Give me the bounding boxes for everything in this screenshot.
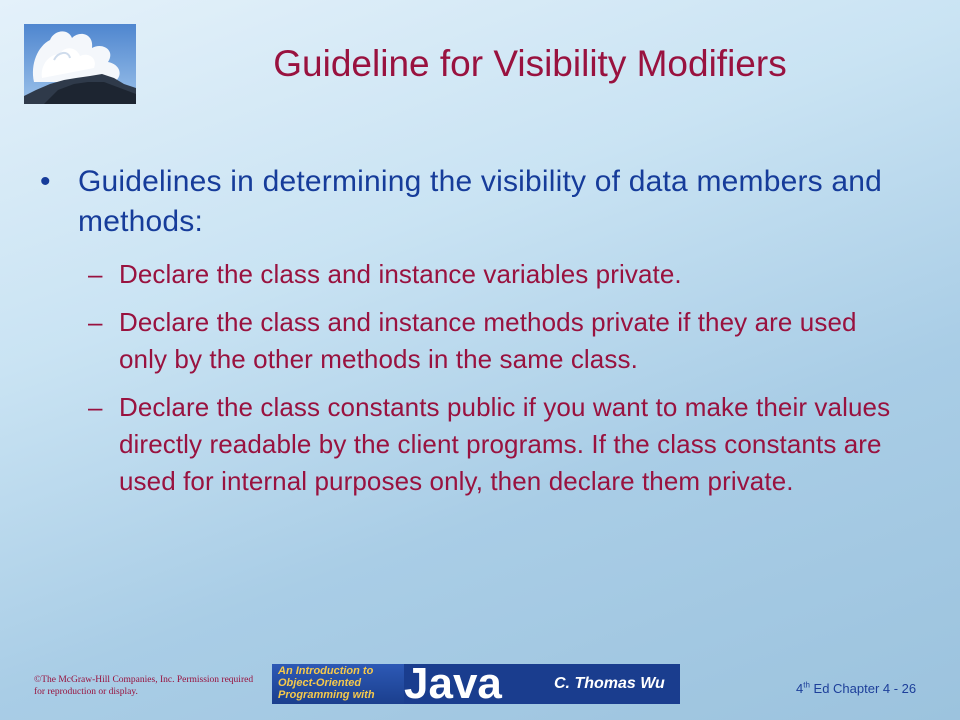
banner-tagline-block [272,664,404,704]
banner-tagline-line: An Introduction to [278,665,374,677]
book-banner [272,664,680,704]
banner-java-wordmark: Java [404,664,502,704]
sub-bullet-marker: – [88,259,103,289]
edition-number: 4 [796,681,804,696]
sub-bullet-text: Declare the class and instance variables private. [119,259,682,289]
sub-bullet-constants [88,389,908,500]
sub-bullet-text: Declare the class constants public if you want to make their values directly readable by the client programs. If the class constants are used for internal purposes only, then declare them private. [119,392,891,496]
sub-bullet-variables [88,256,908,293]
sub-bullet-text: Declare the class and instance methods private if they are used only by the other methods in the same class. [119,307,857,374]
banner-tagline-line: Programming with [278,689,375,701]
slide-title: Guideline for Visibility Modifiers [273,43,787,84]
banner-tagline-line: Object-Oriented [278,677,362,689]
sub-bullet-marker: – [88,392,103,422]
edition-suffix: th [803,680,810,690]
sub-bullet-marker: – [88,307,103,337]
slide-footer-chapter [796,681,916,697]
sub-bullet-methods [88,304,908,378]
main-bullet-text: Guidelines in determining the visibility of data members and methods: [78,165,883,238]
banner-author: C. Thomas Wu [554,675,665,692]
bullet-marker: • [40,165,51,198]
chapter-page-text: Ed Chapter 4 - 26 [809,681,917,696]
copyright-notice: ©The McGraw-Hill Companies, Inc. Permission required for reproduction or display. [34,675,254,697]
main-bullet [40,162,900,242]
wave-on-rock-logo-icon [24,24,136,104]
